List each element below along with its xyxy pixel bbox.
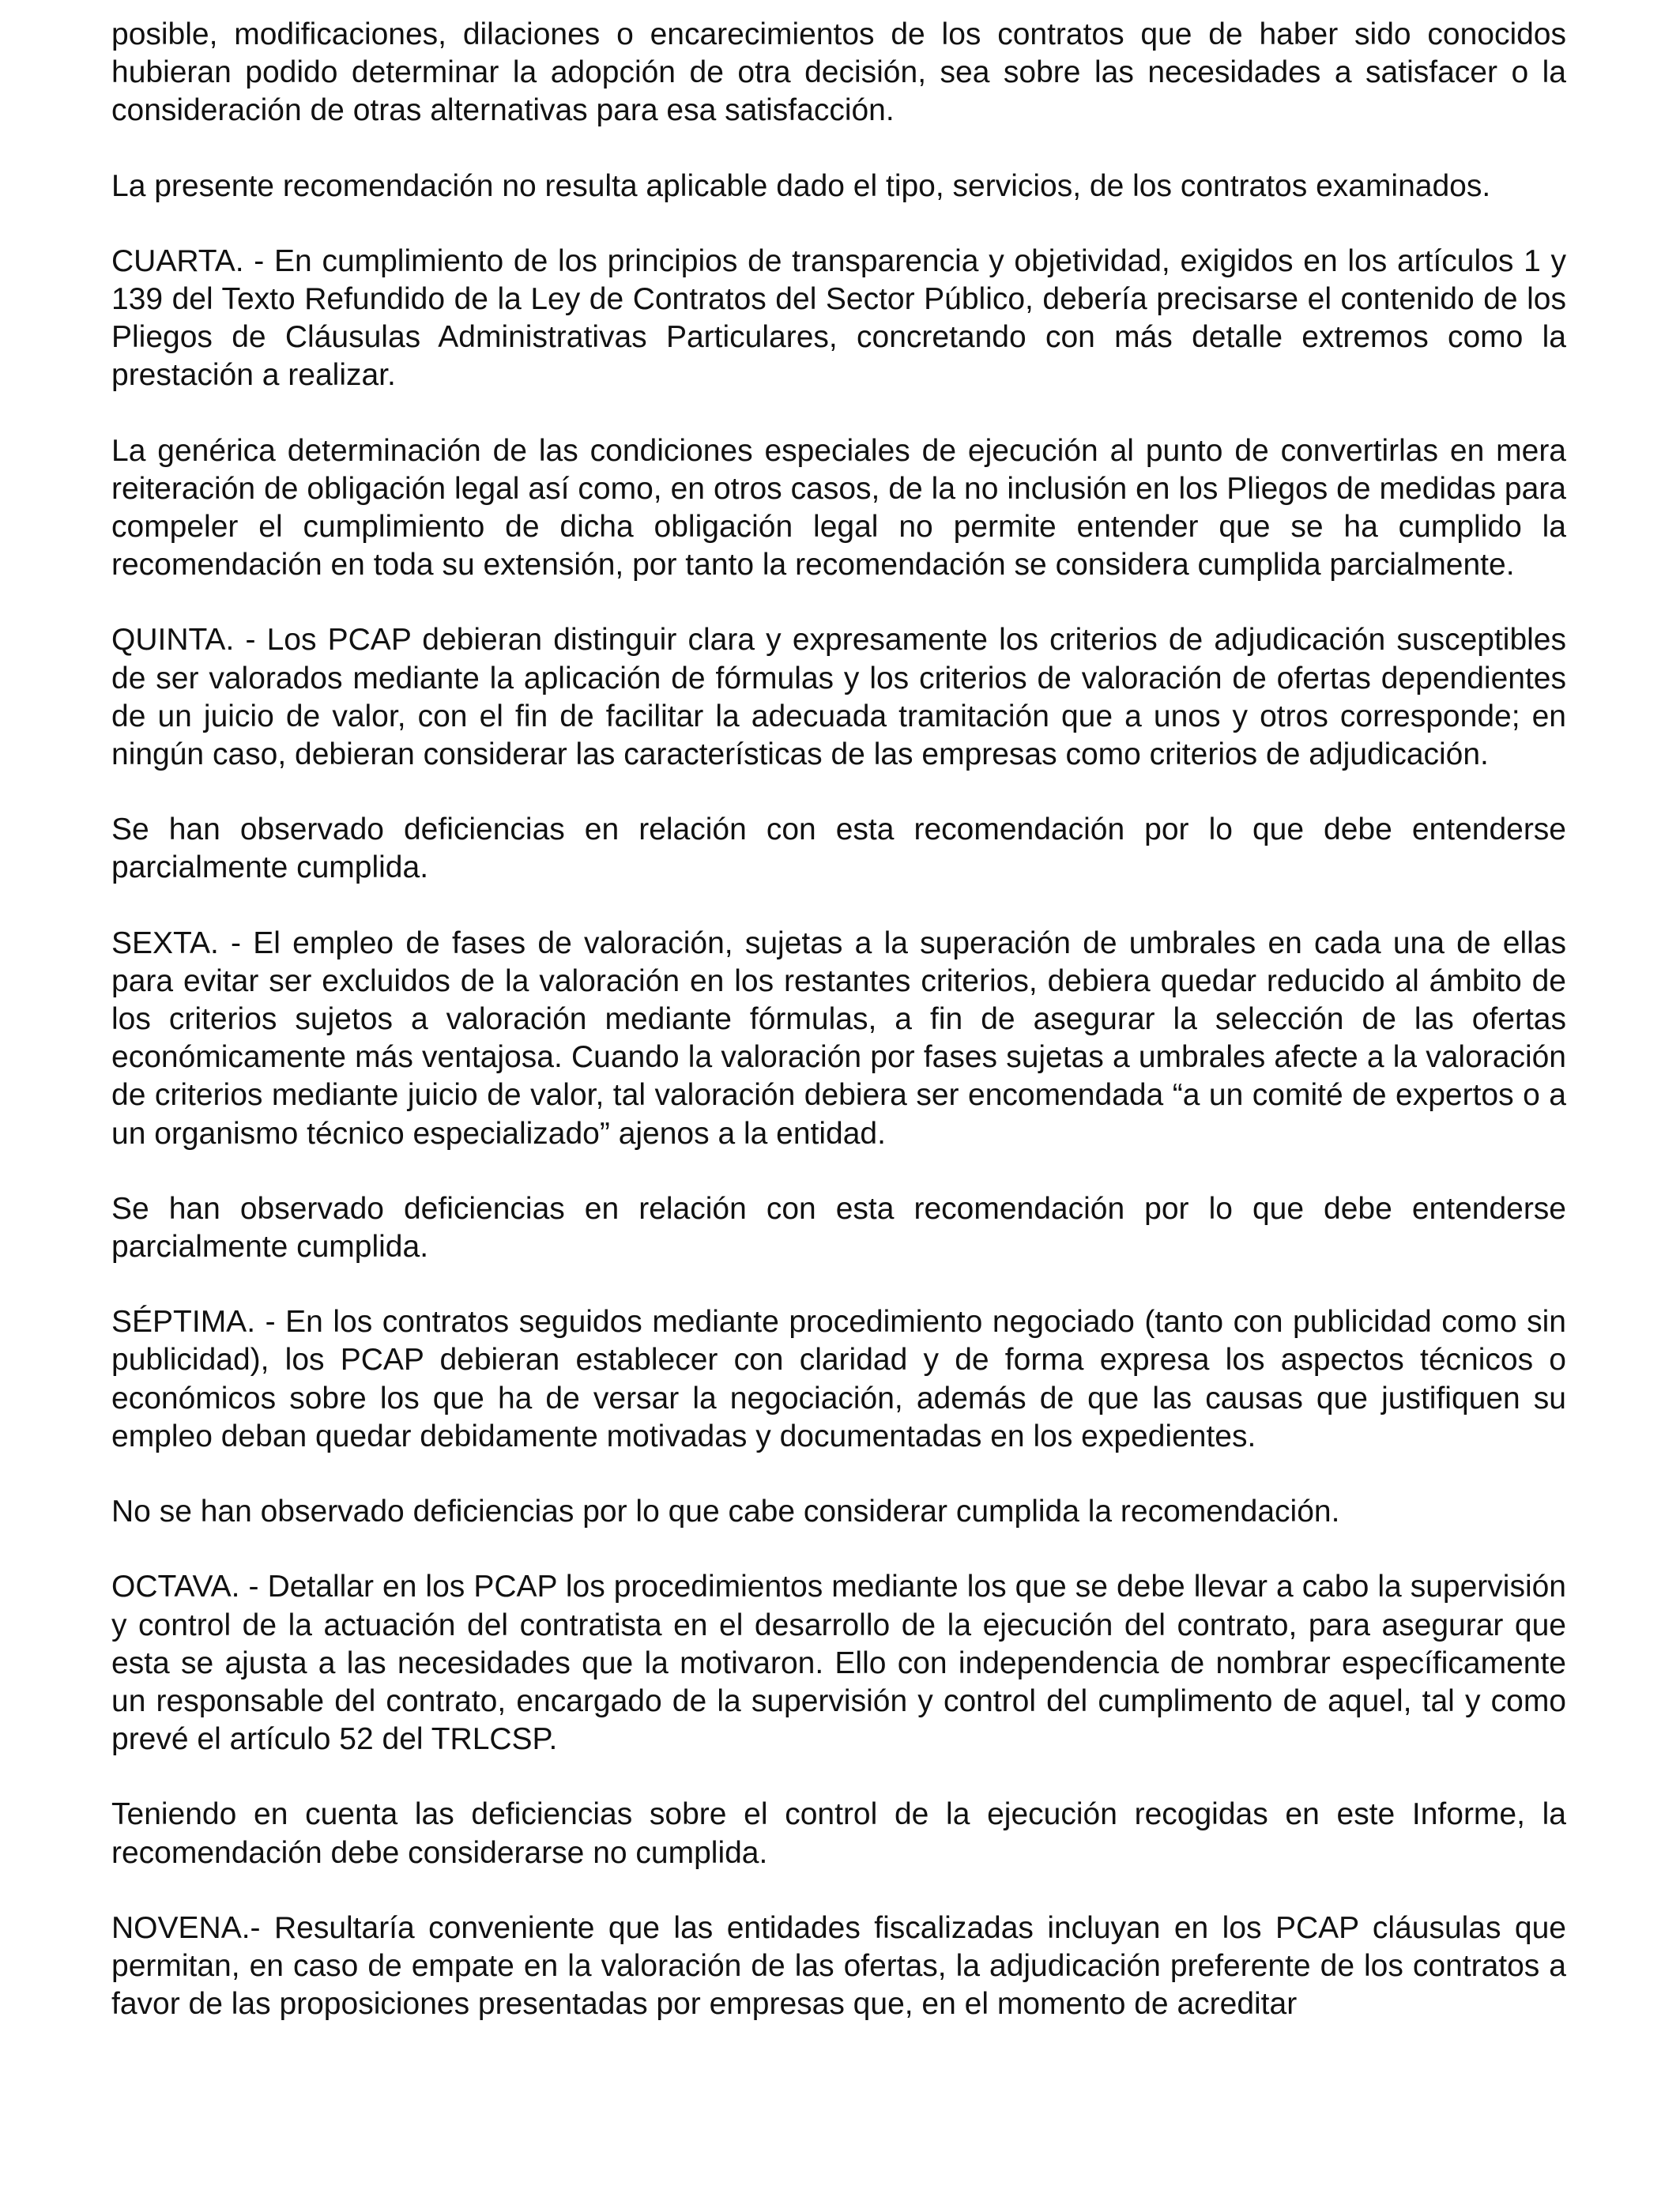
document-page bbox=[111, 16, 1566, 2023]
paragraph-cuarta-recommendation: CUARTA. - En cumplimiento de los principios de transparencia y objetividad, exigidos en los artículos 1 y 139 del Texto Refundido de la Ley de Contratos del Sector Público, debería precisarse el contenido de los Pliegos de Cláusulas Administrativas Particulares, concretando con más detalle extremos como la prestación a realizar. bbox=[111, 243, 1566, 393]
paragraph-tercera-assessment: La presente recomendación no resulta aplicable dado el tipo, servicios, de los contratos examinados. bbox=[111, 168, 1491, 203]
paragraph-quinta-assessment: Se han observado deficiencias en relación con esta recomendación por lo que debe entenderse parcialmente cumplida. bbox=[111, 812, 1566, 885]
paragraph-octava-assessment: Teniendo en cuenta las deficiencias sobre el control de la ejecución recogidas en este Informe, la recomendación debe considerarse no cumplida. bbox=[111, 1797, 1566, 1870]
paragraph-septima-assessment: No se han observado deficiencias por lo que cabe considerar cumplida la recomendación. bbox=[111, 1495, 1340, 1529]
paragraph-cuarta-assessment: La genérica determinación de las condiciones especiales de ejecución al punto de convertirlas en mera reiteración de obligación legal así como, en otros casos, de la no inclusión en los Pliegos de medidas para compeler el cumplimiento de dicha obligación legal no permite entender que se ha cumplido la recomendación en toda su extensión, por tanto la recomendación se considera cumplida parcialmente. bbox=[111, 433, 1566, 582]
paragraph-sexta-recommendation: SEXTA. - El empleo de fases de valoración, sujetas a la superación de umbrales en cada una de ellas para evitar ser excluidos de la valoración en los restantes criterios, debiera quedar reducido al ámbito de los criterios sujetos a valoración mediante fórmulas, a fin de asegurar la selección de las ofertas económicamente más ventajosa. Cuando la valoración por fases sujetas a umbrales afecte a la valoración de criterios mediante juicio de valor, tal valoración debiera ser encomendada “a un comité de expertos o a un organismo técnico especializado” ajenos a la entidad. bbox=[111, 925, 1566, 1151]
paragraph-septima-recommendation: SÉPTIMA. - En los contratos seguidos mediante procedimiento negociado (tanto con publicidad como sin publicidad), los PCAP debieran establecer con claridad y de forma expresa los aspectos técnicos o económicos sobre los que ha de versar la negociación, además de que las causas que justifiquen su empleo deban quedar debidamente motivadas y documentadas en los expedientes. bbox=[111, 1305, 1566, 1453]
paragraph-sexta-assessment: Se han observado deficiencias en relación con esta recomendación por lo que debe entenderse parcialmente cumplida. bbox=[111, 1191, 1566, 1265]
paragraph-novena-recommendation: NOVENA.- Resultaría conveniente que las entidades fiscalizadas incluyan en los PCAP cláusulas que permitan, en caso de empate en la valoración de las ofertas, la adjudicación preferente de los contratos a favor de las proposiciones presentadas por empresas que, en el momento de acreditar bbox=[111, 1910, 1566, 2022]
paragraph-octava-recommendation: OCTAVA. - Detallar en los PCAP los procedimientos mediante los que se debe llevar a cabo la supervisión y control de la actuación del contratista en el desarrollo de la ejecución del contrato, para asegurar que esta se ajusta a las necesidades que la motivaron. Ello con independencia de nombrar específicamente un responsable del contrato, encargado de la supervisión y control del cumplimento de aquel, tal y como prevé el artículo 52 del TRLCSP. bbox=[111, 1570, 1566, 1757]
paragraph-quinta-recommendation: QUINTA. - Los PCAP debieran distinguir clara y expresamente los criterios de adjudicación susceptibles de ser valorados mediante la aplicación de fórmulas y los criterios de valoración de ofertas dependientes de un juicio de valor, con el fin de facilitar la adecuada tramitación que a unos y otros corresponde; en ningún caso, debieran considerar las características de las empresas como criterios de adjudicación. bbox=[111, 623, 1566, 772]
paragraph-continuation: posible, modificaciones, dilaciones o encarecimientos de los contratos que de haber sido conocidos hubieran podido determinar la adopción de otra decisión, sea sobre las necesidades a satisfacer o la consideración de otras alternativas para esa satisfacción. bbox=[111, 17, 1566, 128]
